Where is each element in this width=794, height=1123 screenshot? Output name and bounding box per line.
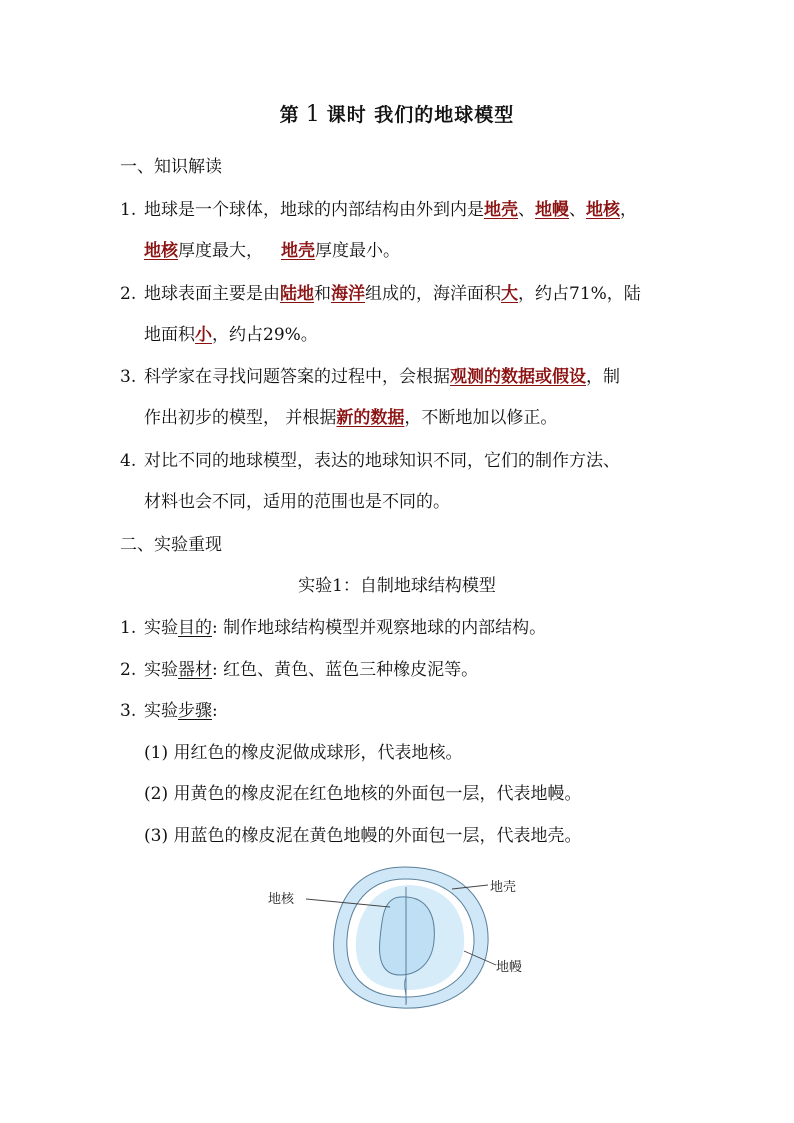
section-heading-knowledge: 一、知识解读 (120, 157, 222, 177)
knowledge-item-1-line-2: 地核厚度最大， 地壳厚度最小。 (144, 241, 400, 261)
knowledge-item-3-line-1: 3. 科学家在寻找问题答案的过程中，会根据观测的数据或假设，制 (120, 367, 620, 387)
knowledge-item-1-line-1: 1. 地球是一个球体，地球的内部结构由外到内是地壳、地幔、地核， (120, 200, 637, 220)
knowledge-item-4-line-2: 材料也会不同，适用的范围也是不同的。 (144, 492, 450, 512)
step-1: (1) 用红色的橡皮泥做成球形，代表地核。 (144, 743, 463, 763)
step-3: (3) 用蓝色的橡皮泥在黄色地幔的外面包一层，代表地壳。 (144, 826, 582, 846)
section-heading-experiment: 二、实验重现 (120, 535, 222, 555)
answer-core: 地核 (586, 200, 620, 220)
core (380, 897, 435, 975)
knowledge-item-4-line-1: 4. 对比不同的地球模型，表达的地球知识不同，它们的制作方法、 (120, 451, 620, 471)
knowledge-item-2-line-1: 2. 地球表面主要是由陆地和海洋组成的，海洋面积大，约占71%，陆 (120, 284, 641, 304)
knowledge-item-2-line-2: 地面积小，约占29%。 (144, 325, 318, 345)
experiment-item-purpose: 1. 实验目的: 制作地球结构模型并观察地球的内部结构。 (120, 618, 547, 638)
knowledge-item-3-line-2: 作出初步的模型， 并根据新的数据，不断地加以修正。 (144, 408, 558, 428)
step-2: (2) 用黄色的橡皮泥在红色地核的外面包一层，代表地幔。 (144, 784, 582, 804)
earth-model-figure (250, 855, 550, 1015)
experiment-item-steps: 3. 实验步骤: (120, 701, 218, 721)
experiment-title: 实验1：自制地球结构模型 (298, 576, 496, 596)
earth-model-cross-section (306, 867, 496, 1008)
label-crust: 地壳 (490, 880, 517, 895)
experiment-item-materials: 2. 实验器材: 红色、黄色、蓝色三种橡皮泥等。 (120, 660, 479, 680)
answer-crust: 地壳 (484, 200, 518, 220)
label-mantle: 地幔 (496, 960, 523, 975)
answer-mantle: 地幔 (535, 200, 569, 220)
page-title: 第 1 课时 我们的地球模型 (279, 102, 515, 127)
label-core: 地核 (268, 892, 295, 907)
